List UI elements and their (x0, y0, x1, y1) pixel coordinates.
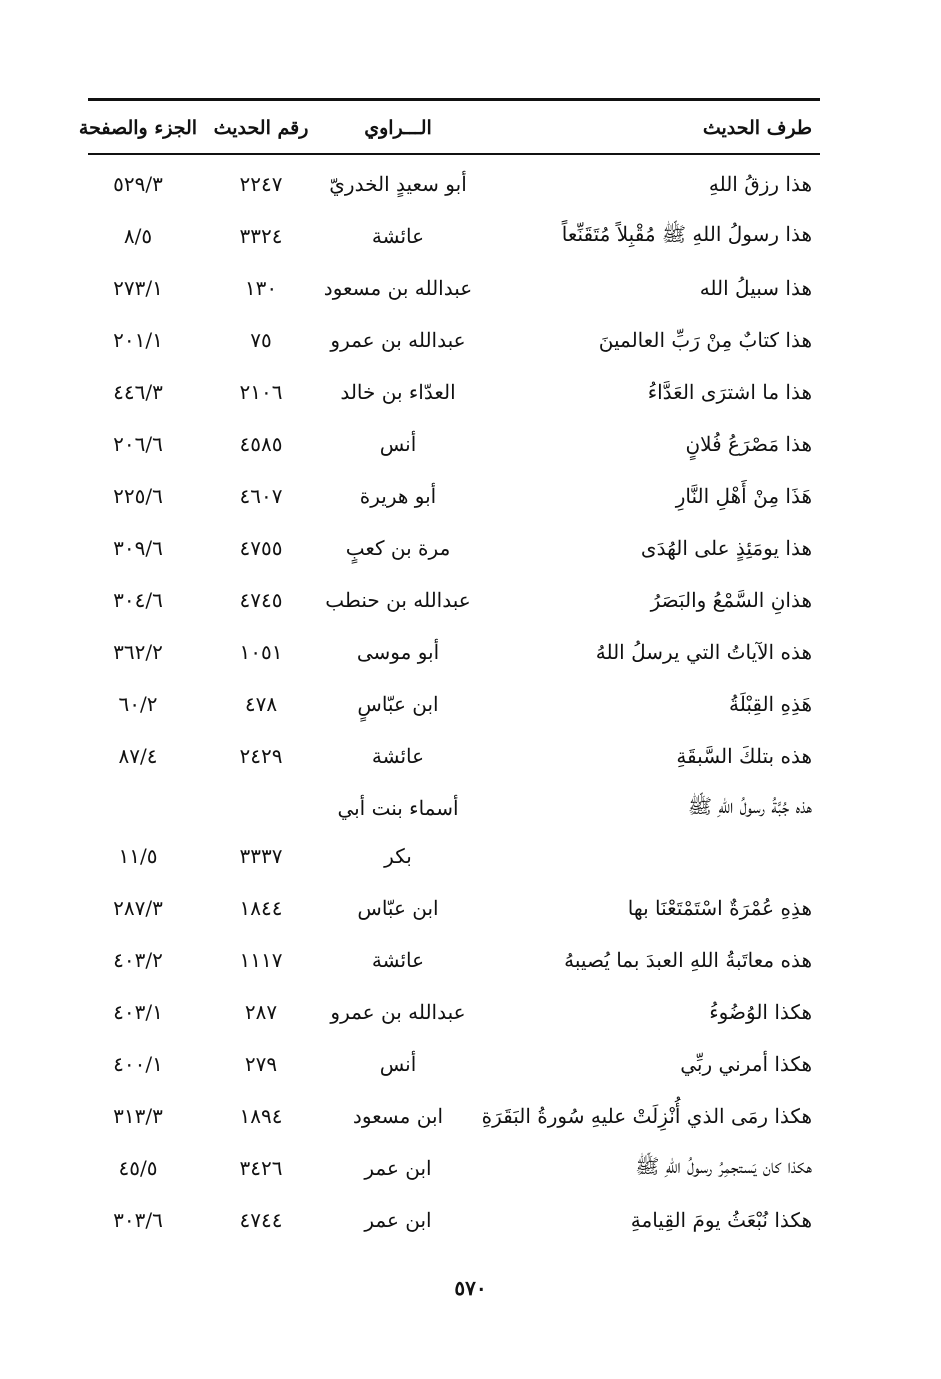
cell-tarf: هذِهِ عُمْرَةٌ اسْتَمْتَعْنَا بها (627, 896, 812, 920)
cell-tarf: هكذا نُبْعَثُ يومَ القِيامةِ (630, 1208, 812, 1232)
header-rule (88, 153, 820, 155)
cell-rawi: عبدالله بن مسعود (323, 276, 473, 300)
cell-tarf: هذانِ السَّمْعُ والبَصَرُ (650, 588, 812, 612)
table-row (88, 1090, 820, 1142)
cell-page: ٣٠٣/٦ (113, 1208, 163, 1232)
table-body (88, 158, 820, 1246)
cell-rawi: عائشة (371, 744, 425, 768)
table-row (88, 1194, 820, 1246)
header-num: رقم الحديث (213, 117, 309, 139)
cell-num: ٧٥ (250, 328, 272, 352)
page-number: ٥٧٠ (454, 1276, 487, 1300)
header-page: الجزء والصفحة (78, 117, 198, 139)
table-row (88, 678, 820, 730)
cell-rawi: ابن مسعود (352, 1104, 444, 1128)
cell-tarf: هذه بتلكَ السَّبقَةِ (676, 744, 812, 768)
cell-rawi-line-1: أسماء بنت أبي (337, 796, 459, 820)
cell-num: ٤٧٤٤ (239, 1208, 283, 1232)
cell-rawi-line-2: بكر (384, 844, 412, 868)
cell-page: ٣٠٩/٦ (113, 536, 163, 560)
cell-tarf: هَذَا مِنْ أَهْلِ النَّارِ (675, 484, 812, 508)
cell-rawi: أنس (379, 1052, 417, 1076)
table-row (88, 730, 820, 782)
cell-tarf: هكذا كان يَستجمِرُ رسولُ اللهِ ﷺ (635, 1153, 812, 1178)
table-row (88, 522, 820, 574)
cell-rawi: العدّاء بن خالد (340, 380, 456, 404)
cell-num: ٢٤٢٩ (239, 744, 283, 768)
cell-page: ٢٧٣/١ (113, 276, 163, 300)
cell-tarf: هذا سبيلُ الله (699, 276, 812, 300)
table-row (88, 210, 820, 262)
table-row (88, 262, 820, 314)
cell-num: ١٣٠ (244, 276, 278, 300)
cell-page: ٤٤٦/٣ (113, 380, 163, 404)
cell-num: ١٨٩٤ (239, 1104, 283, 1128)
top-rule (88, 98, 820, 101)
table-row (88, 626, 820, 678)
cell-page: ٨/٥ (123, 224, 153, 248)
cell-rawi: أبو هريرة (359, 484, 437, 508)
cell-num: ٢٧٩ (244, 1052, 278, 1076)
cell-rawi: ابن عبّاسٍ (357, 692, 439, 716)
cell-page: ٣٦٢/٢ (113, 640, 163, 664)
cell-page: ٢٨٧/٣ (113, 896, 163, 920)
header-tarf: طرف الحديث (702, 117, 812, 139)
cell-page: ٤٠٣/١ (113, 1000, 163, 1024)
cell-tarf: هكذا أمرني ربِّي (680, 1052, 812, 1076)
table-row-multiline (88, 782, 820, 882)
cell-rawi: عبدالله بن حنطب (325, 588, 471, 612)
cell-rawi: ابن عمر (364, 1208, 432, 1232)
cell-rawi: ابن عمر (364, 1156, 432, 1180)
cell-page: ٢٠١/١ (113, 328, 163, 352)
cell-tarf: هذه جُبَّةُ رسولُ اللهِ ﷺ (687, 793, 812, 818)
cell-page: ٦٠/٢ (118, 692, 158, 716)
table-row (88, 418, 820, 470)
cell-tarf: هذا ما اشترَى العَدَّاءُ (647, 380, 812, 404)
cell-page: ٤٠٣/٢ (113, 948, 163, 972)
cell-page: ٨٧/٤ (118, 744, 158, 768)
cell-num: ٢٨٧ (244, 1000, 278, 1024)
cell-num: ٤٧٥٥ (239, 536, 283, 560)
cell-rawi: مرة بن كعبٍ (345, 536, 451, 560)
cell-page: ٤٥/٥ (118, 1156, 158, 1180)
cell-num: ٤٥٨٥ (239, 432, 283, 456)
cell-num: ١٠٥١ (239, 640, 283, 664)
cell-rawi: عائشة (371, 224, 425, 248)
cell-num: ٢٢٤٧ (239, 172, 283, 196)
cell-tarf: هكذا رمَى الذي أُنْزِلَتْ عليهِ سُورةُ البَقَرَةِ (481, 1104, 812, 1128)
table-row (88, 158, 820, 210)
cell-num: ٣٣٢٤ (239, 224, 283, 248)
table-row (88, 986, 820, 1038)
cell-rawi: عائشة (371, 948, 425, 972)
table-row (88, 1142, 820, 1194)
cell-tarf: هذه الآياتُ التي يرسلُ اللهُ (595, 640, 812, 664)
cell-num: ٤٧٤٥ (239, 588, 283, 612)
cell-num: ٤٦٠٧ (239, 484, 283, 508)
table-row (88, 1038, 820, 1090)
cell-rawi: أبو سعيدٍ الخدريّ (329, 172, 467, 196)
cell-num: ٣٣٣٧ (239, 844, 283, 868)
cell-page: ٥٢٩/٣ (113, 172, 163, 196)
table-row (88, 470, 820, 522)
cell-rawi: أبو موسى (356, 640, 440, 664)
cell-page: ٢٢٥/٦ (113, 484, 163, 508)
cell-rawi: عبدالله بن عمرو (330, 1000, 466, 1024)
cell-rawi: ابن عبّاس (357, 896, 439, 920)
cell-rawi: عبدالله بن عمرو (330, 328, 466, 352)
cell-tarf: هذه معاتَبةُ اللهِ العبدَ بما يُصيبهُ (564, 948, 812, 972)
table-row (88, 314, 820, 366)
cell-num: ١٨٤٤ (239, 896, 283, 920)
table-row (88, 934, 820, 986)
cell-page: ٢٠٦/٦ (113, 432, 163, 456)
cell-num: ٢١٠٦ (239, 380, 283, 404)
cell-num: ٣٤٢٦ (239, 1156, 283, 1180)
cell-page: ٤٠٠/١ (113, 1052, 163, 1076)
cell-tarf: هذا كتابٌ مِنْ رَبِّ العالمينَ (598, 328, 812, 352)
cell-tarf: هذا يومَئِذٍ على الهُدَى (640, 536, 812, 560)
table-row (88, 574, 820, 626)
header-rawi: الـــراوي (364, 117, 432, 139)
cell-page: ٣٠٤/٦ (113, 588, 163, 612)
cell-tarf: هذا رسولُ اللهِ ﷺ مُقْبِلاً مُتَقَنِّعاً (561, 221, 812, 246)
cell-tarf: هكذا الوُضُوءُ (709, 1000, 812, 1024)
cell-tarf: هَذِهِ القِبْلَةُ (728, 692, 812, 716)
table-row (88, 366, 820, 418)
table-header (78, 110, 820, 146)
cell-num: ٤٧٨ (244, 692, 278, 716)
cell-page: ٣١٣/٣ (113, 1104, 163, 1128)
table-row (88, 882, 820, 934)
cell-rawi: أنس (379, 432, 417, 456)
cell-tarf: هذا مَصْرَعُ فُلانٍ (685, 432, 812, 456)
cell-tarf: هذا رزقُ اللهِ (708, 172, 812, 196)
cell-page: ١١/٥ (118, 844, 158, 868)
cell-num: ١١١٧ (239, 948, 283, 972)
